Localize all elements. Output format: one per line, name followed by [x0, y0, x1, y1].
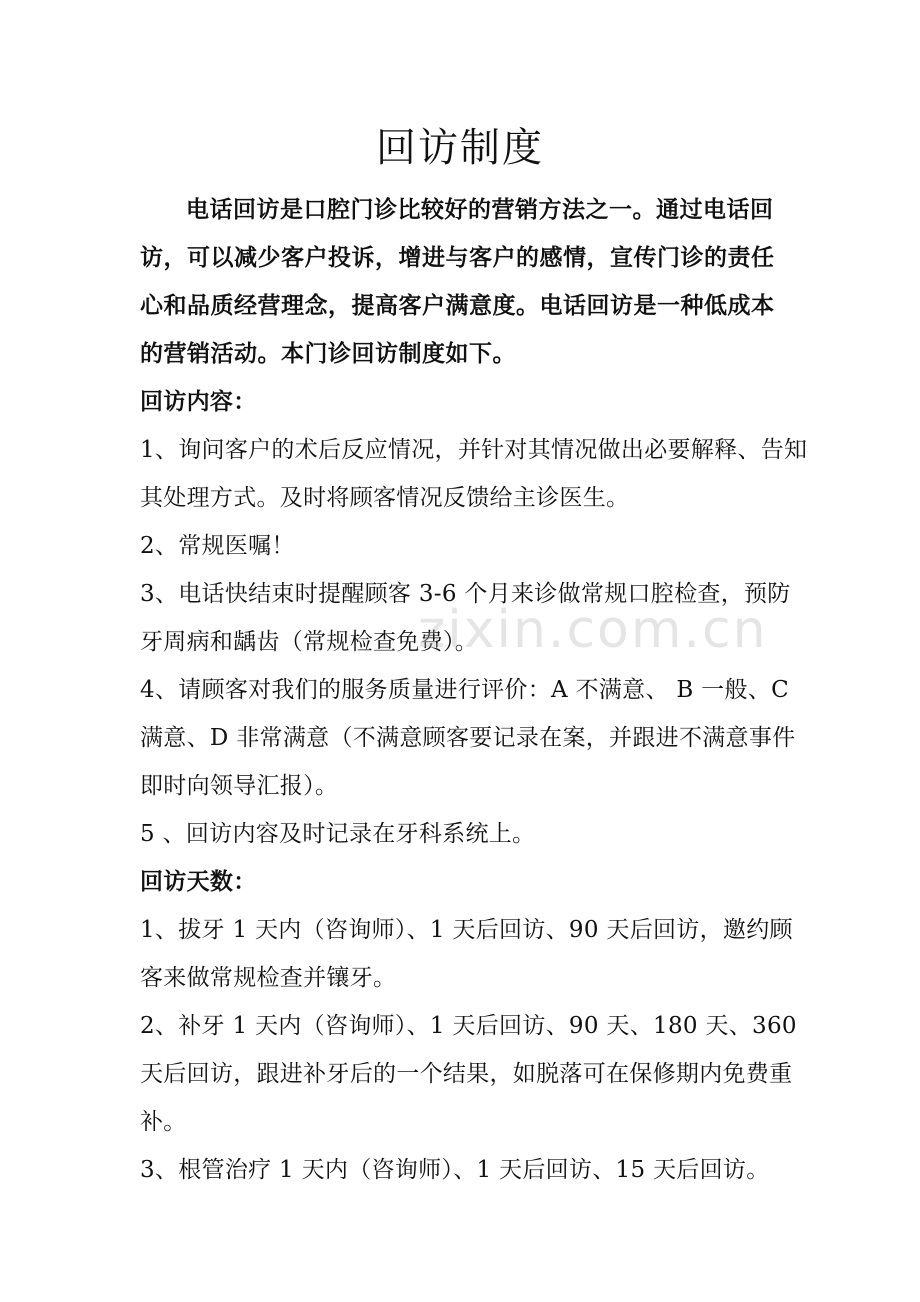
list-item: 3、电话快结束时提醒顾客 3-6 个月来诊做常规口腔检查，预防牙周病和龋齿（常规检查免费）。 [140, 581, 791, 655]
document-title: 回访制度 [376, 125, 544, 171]
watermark: zixin.com.cn [418, 600, 768, 660]
intro-paragraph: 电话回访是口腔门诊比较好的营销方法之一。通过电话回访，可以减少客户投诉，增进与客户的感情，宣传门诊的责任心和品质经营理念，提高客户满意度。电话回访是一种低成本的营销活动。本门诊回访制度如下。 [140, 196, 775, 367]
list-item: 2、常规医嘱！ [140, 533, 295, 559]
list-item: 3、根管治疗 1 天内（咨询师）、1 天后回访、15 天后回访。 [140, 1157, 770, 1183]
section-heading-days: 回访天数： [140, 868, 257, 895]
list-item: 4、请顾客对我们的服务质量进行评价：A 不满意、 B 一般、C 满意、D 非常满意（不满意顾客要记录在案，并跟进不满意事件即时向领导汇报）。 [140, 677, 796, 799]
list-item: 1、询问客户的术后反应情况，并针对其情况做出必要解释、告知其处理方式。及时将顾客情况反馈给主诊医生。 [140, 437, 808, 511]
list-item: 5 、回访内容及时记录在牙科系统上。 [140, 821, 536, 847]
list-item: 1、拔牙 1 天内（咨询师）、1 天后回访、90 天后回访，邀约顾客来做常规检查并镶牙。 [140, 917, 793, 991]
list-item: 2、补牙 1 天内（咨询师）、1 天后回访、90 天、180 天、360 天后回访，跟进补牙后的一个结果，如脱落可在保修期内免费重补。 [140, 1013, 797, 1135]
section-heading-content: 回访内容： [140, 388, 257, 415]
